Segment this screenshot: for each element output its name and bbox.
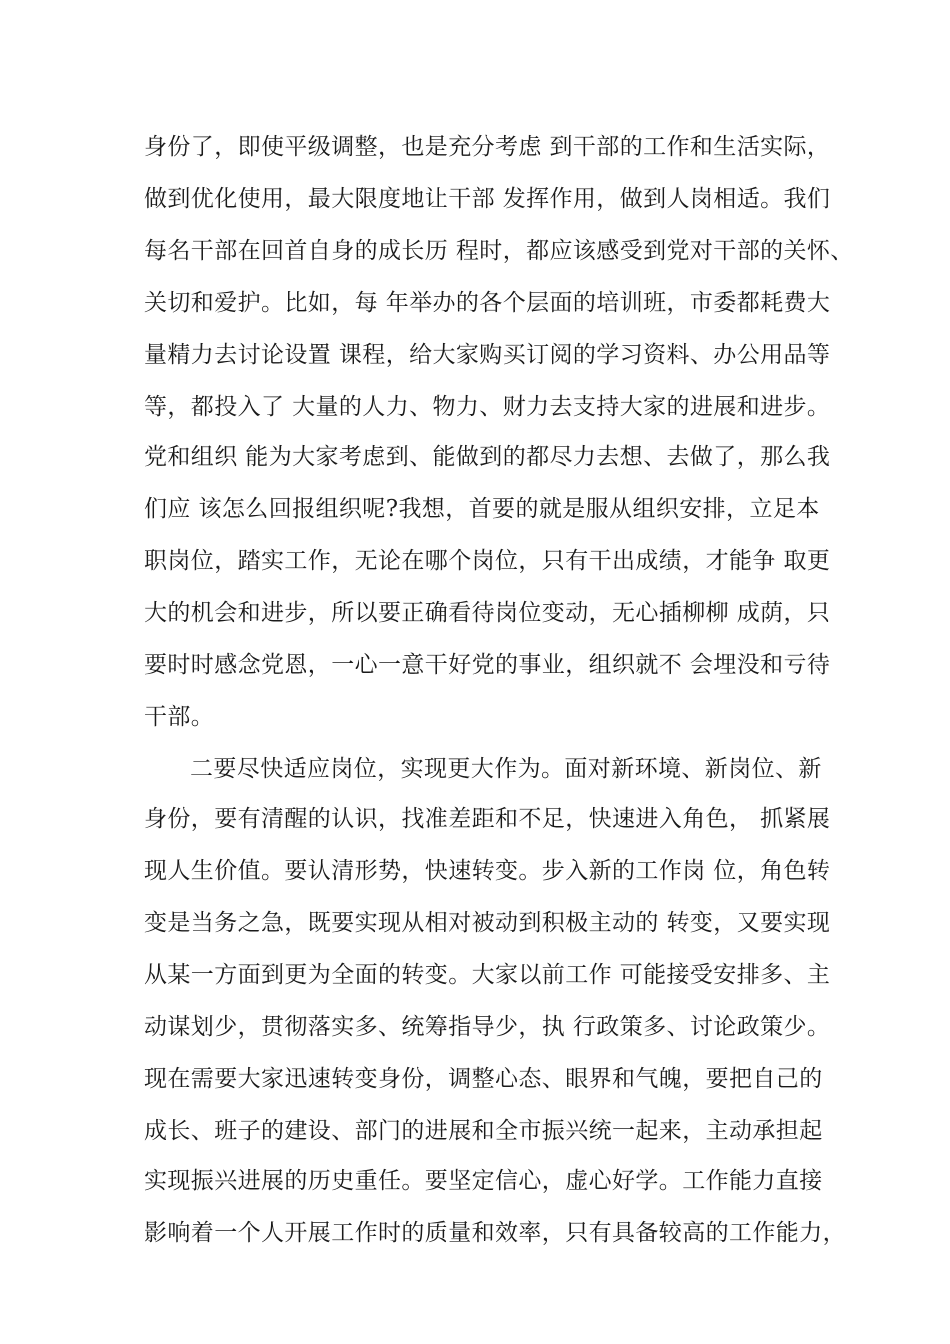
text-line: 要时时感念党恩，一心一意干好党的事业，组织就不 会埋没和亏待 — [144, 652, 831, 678]
text-line: 做到优化使用，最大限度地让干部 发挥作用，做到人岗相适。我们 — [144, 186, 831, 212]
text-line: 实现振兴进展的历史重任。要坚定信心，虚心好学。工作能力直接 — [144, 1168, 823, 1194]
text-line: 现在需要大家迅速转变身份，调整心态、眼界和气魄，要把自己的 — [144, 1066, 823, 1092]
text-line: 大的机会和进步，所以要正确看待岗位变动，无心插柳柳 成荫，只 — [144, 600, 831, 626]
text-line: 职岗位，踏实工作，无论在哪个岗位，只有干出成绩，才能争 取更 — [144, 548, 831, 574]
text-line: 影响着一个人开展工作时的质量和效率，只有具备较高的工作能力， — [144, 1220, 846, 1246]
text-line: 们应 该怎么回报组织呢?我想，首要的就是服从组织安排，立足本 — [144, 496, 820, 522]
paragraph-first-line: 二要尽快适应岗位，实现更大作为。面对新环境、新岗位、新 — [190, 756, 822, 782]
text-line: 党和组织 能为大家考虑到、能做到的都尽力去想、去做了，那么我 — [144, 444, 831, 470]
text-line: 干部。 — [144, 704, 215, 730]
text-line: 从某一方面到更为全面的转变。大家以前工作 可能接受安排多、主 — [144, 962, 831, 988]
text-line: 身份了，即使平级调整，也是充分考虑 到干部的工作和生活实际， — [144, 134, 831, 160]
text-line: 等，都投入了 大量的人力、物力、财力去支持大家的进展和进步。 — [144, 394, 831, 420]
text-line: 动谋划少，贯彻落实多、统筹指导少，执 行政策多、讨论政策少。 — [144, 1014, 831, 1040]
text-line: 每名干部在回首自身的成长历 程时，都应该感受到党对干部的关怀、 — [144, 238, 854, 264]
text-line: 变是当务之急，既要实现从相对被动到积极主动的 转变，又要实现 — [144, 910, 831, 936]
text-line: 成长、班子的建设、部门的进展和全市振兴统一起来，主动承担起 — [144, 1118, 823, 1144]
text-line: 身份，要有清醒的认识，找准差距和不足，快速进入角色， 抓紧展 — [144, 806, 831, 832]
text-line: 关切和爱护。比如，每 年举办的各个层面的培训班，市委都耗费大 — [144, 290, 831, 316]
text-line: 量精力去讨论设置 课程，给大家购买订阅的学习资料、办公用品等 — [144, 342, 831, 368]
text-line: 现人生价值。要认清形势，快速转变。步入新的工作岗 位，角色转 — [144, 858, 831, 884]
